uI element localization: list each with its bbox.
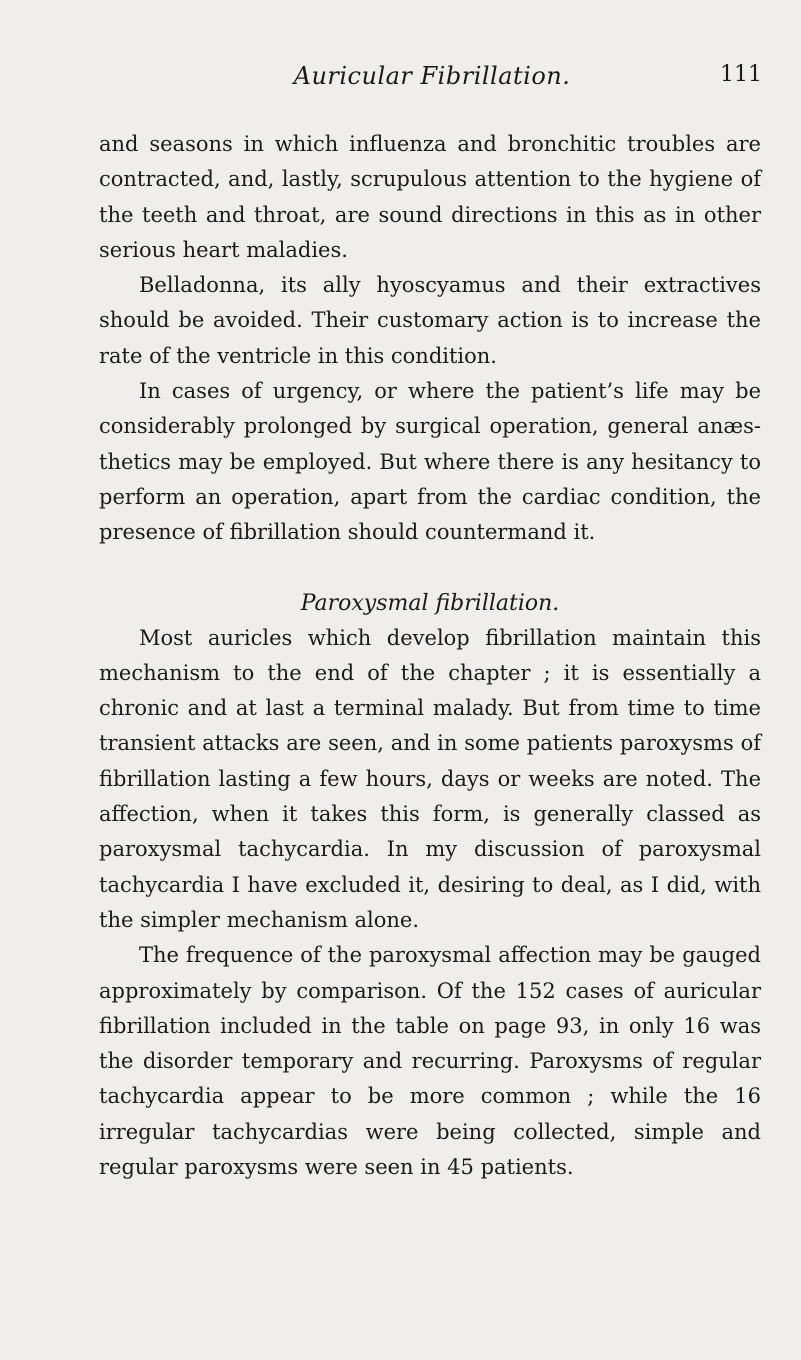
running-title: Auricular Fibrillation. xyxy=(293,62,571,90)
page-header xyxy=(102,62,762,96)
paragraph-most-auricles: Most auricles which develop fibrillation maintain this mechanism to the end of the chapter ; it is essentially a chronic and at last a terminal malady. But from time to time transient attacks are seen, and in some patients paroxysms of fibrillation lasting a few hours, days or weeks are noted. The affection, when it takes this form, is generally classed as paroxysmal tachycardia. In my discussion of paroxysmal tachycardia I have excluded it, desiring to deal, as I did, with the simpler mechanism alone. xyxy=(99,625,761,932)
paragraph-continued: and seasons in which influenza and bronchitic troubles are contracted, and, lastly, scrupulous attention to the hygiene of the teeth and throat, are sound directions in this as in other serious heart maladies. xyxy=(99,132,761,262)
paragraph-belladonna: Belladonna, its ally hyoscyamus and their extractives should be avoided. Their customary action is to increase the rate of the ventricle in this condition. xyxy=(99,273,761,368)
paragraph-urgency: In cases of urgency, or where the patient’s life may be considerably prolonged by surgical operation, general anæs- thetics may be employed. But where there is any hesitancy to perform an operation, apart from the cardiac condition, the presence of fibrillation should countermand it. xyxy=(99,379,761,545)
page-number: 111 xyxy=(720,62,762,87)
body-text xyxy=(99,127,761,1185)
paragraph-frequence: The frequence of the paroxysmal affection may be gauged approximately by comparison. Of the 152 cases of auricular fibrillation included in the table on page 93, in only 16 was the disorder temporary and recurring. Paroxysms of regular tachycardia appear to be more common ; while the 16 irregular tachycardias were being collected, simple and regular paroxysms were seen in 45 patients. xyxy=(99,943,761,1180)
section-heading: Paroxysmal fibrillation. xyxy=(300,590,560,616)
